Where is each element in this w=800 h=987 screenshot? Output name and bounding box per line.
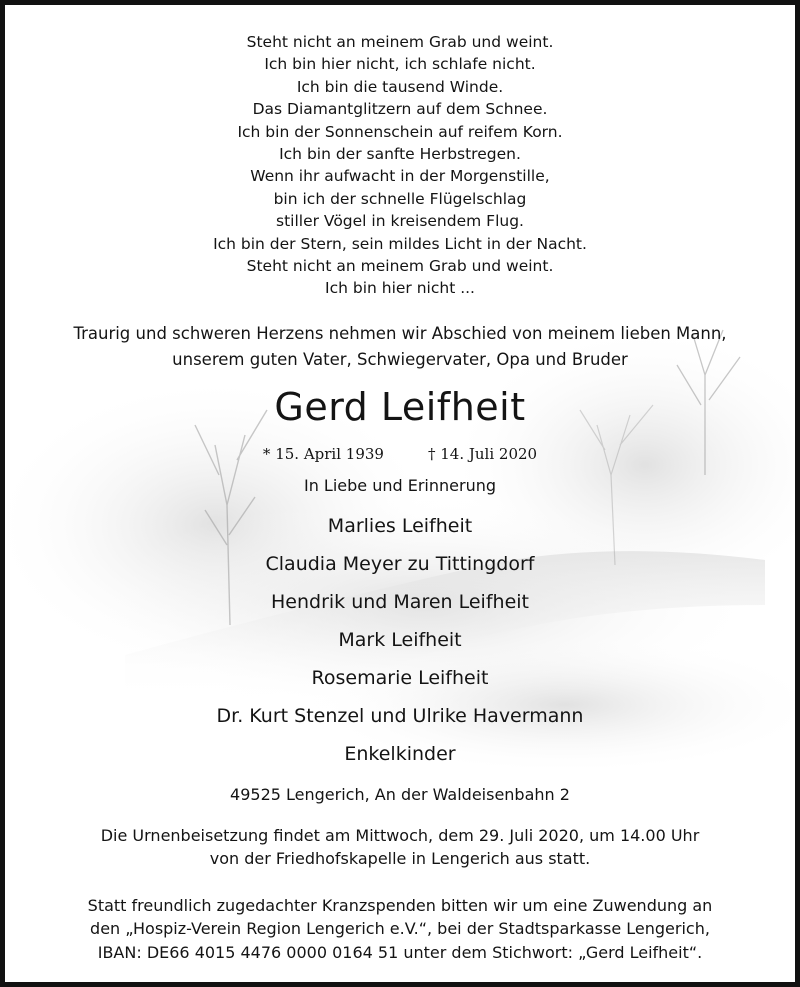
- intro-line: unserem guten Vater, Schwiegervater, Opa und Bruder: [172, 349, 628, 369]
- funeral-line: von der Friedhofskapelle in Lengerich aus statt.: [209, 848, 591, 868]
- poem-line: Ich bin der Sonnenschein auf reifem Korn.: [237, 122, 563, 141]
- poem-line: Wenn ihr aufwacht in der Morgenstille,: [250, 167, 550, 186]
- poem-line: Ich bin der sanfte Herbstregen.: [279, 145, 521, 164]
- mourner-name: Rosemarie Leifheit: [311, 666, 489, 689]
- death-date: † 14. Juli 2020: [427, 444, 538, 463]
- mourner-name: Claudia Meyer zu Tittingdorf: [265, 552, 535, 575]
- funeral-line: Die Urnenbeisetzung findet am Mittwoch, dem 29. Juli 2020, um 14.00 Uhr: [100, 825, 700, 845]
- intro-line: Traurig und schweren Herzens nehmen wir Abschied von meinem lieben Mann,: [73, 323, 727, 343]
- donation-request: [5, 894, 795, 965]
- mourner-name: Enkelkinder: [344, 742, 456, 765]
- poem-line: Steht nicht an meinem Grab und weint.: [246, 33, 554, 51]
- memory-phrase: In Liebe und Erinnerung: [303, 475, 497, 495]
- deceased-name: Gerd Leifheit: [274, 384, 526, 429]
- birth-date: * 15. April 1939: [262, 444, 384, 463]
- poem-line: stiller Vögel in kreisendem Flug.: [276, 212, 524, 231]
- mourner-name: Hendrik und Maren Leifheit: [271, 590, 529, 613]
- farewell-intro: [5, 321, 795, 373]
- poem-line: bin ich der schnelle Flügelschlag: [273, 189, 527, 208]
- donation-line: den „Hospiz-Verein Region Lengerich e.V.“, bei der Stadtsparkasse Lengerich,: [90, 919, 710, 939]
- poem-line: Steht nicht an meinem Grab und weint.: [246, 257, 554, 276]
- funeral-details: [5, 824, 795, 870]
- mourner-name: Dr. Kurt Stenzel und Ulrike Havermann: [216, 704, 584, 727]
- donation-line: IBAN: DE66 4015 4476 0000 0164 51 unter dem Stichwort: „Gerd Leifheit“.: [97, 942, 703, 962]
- poem-line: Ich bin die tausend Winde.: [296, 77, 504, 96]
- family-address: 49525 Lengerich, An der Waldeisenbahn 2: [230, 784, 570, 804]
- mourners-list: [5, 507, 795, 773]
- mourner-name: Mark Leifheit: [338, 628, 462, 651]
- poem-line: Ich bin hier nicht, ich schlafe nicht.: [264, 55, 536, 74]
- life-dates: [5, 444, 795, 464]
- poem-line: Ich bin hier nicht ...: [325, 279, 475, 298]
- mourner-name: Marlies Leifheit: [327, 514, 473, 537]
- donation-line: Statt freundlich zugedachter Kranzspenden bitten wir um eine Zuwendung an: [87, 895, 713, 915]
- notice-content: [5, 5, 795, 964]
- poem-line: Ich bin der Stern, sein mildes Licht in der Nacht.: [213, 234, 587, 253]
- poem-line: Das Diamantglitzern auf dem Schnee.: [252, 100, 548, 119]
- poem: [5, 5, 795, 300]
